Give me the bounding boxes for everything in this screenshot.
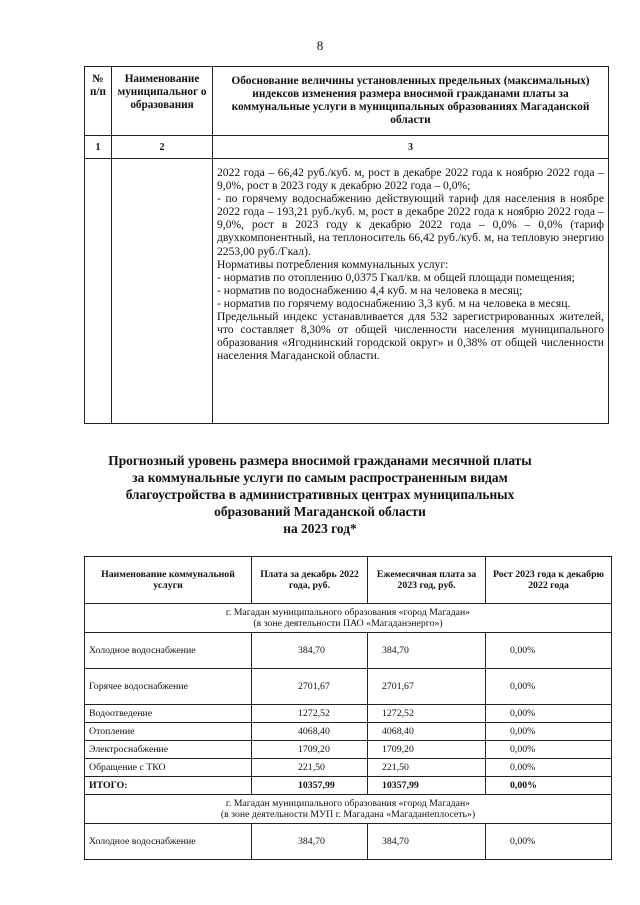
justification-paragraph: Предельный индекс устанавливается для 532 зарегистрированных жителей, что составляет 8,30% от общей численности населения муниципального образования «Ягоднинский городской округ» и 0,38% от общей численности населения Магаданской области. bbox=[217, 310, 604, 363]
december-fee: 1272,52 bbox=[252, 705, 368, 723]
header-number: № п/п bbox=[85, 67, 112, 136]
column-number: 1 bbox=[85, 136, 112, 159]
column-number: 2 bbox=[112, 136, 213, 159]
table-row bbox=[85, 824, 612, 860]
page-number: 8 bbox=[316, 38, 324, 53]
section-row-line: (в зоне деятельности МУП г. Магадана «Магаданteплосеть») bbox=[220, 809, 476, 820]
service-name: Водоотведение bbox=[85, 705, 252, 723]
table-row bbox=[85, 723, 612, 741]
justification-paragraph: - по горячему водоснабжению действующий тариф для населения в ноябре 2022 года – 193,21 руб./куб. м, рост в декабре 2022 года к ноябрю 2022 года – 9,0%, рост в 2023 году к декабрю 2022 года – 0,0% – 0,0% (тариф двухкомпонентный, на теплоноситель 66,42 руб./куб. м, на тепловую энергию 2253,00 руб./Гкал). bbox=[217, 192, 604, 258]
section-title-line: на 2023 год* bbox=[283, 521, 357, 536]
growth-value: 0,00% bbox=[486, 723, 612, 741]
header-monthly-fee: Ежемесячная плата за 2023 год, руб. bbox=[368, 557, 486, 604]
service-name: Горячее водоснабжение bbox=[85, 669, 252, 705]
section-row bbox=[85, 795, 612, 824]
monthly-fee: 384,70 bbox=[368, 633, 486, 669]
header-justification: Обоснование величины установленных предельных (максимальных) индексов изменения размера вносимой гражданами платы за коммунальные услуги в муниципальных образованиях Магаданской области bbox=[213, 67, 609, 136]
column-number-row bbox=[85, 136, 609, 159]
monthly-fee: 4068,40 bbox=[368, 723, 486, 741]
justification-table bbox=[84, 66, 609, 424]
justification-paragraph: - норматив по отоплению 0,0375 Гкал/кв. м общей площади помещения; bbox=[217, 270, 575, 284]
december-fee: 4068,40 bbox=[252, 723, 368, 741]
total-label: ИТОГО: bbox=[85, 777, 252, 795]
header-growth: Рост 2023 года к декабрю 2022 года bbox=[486, 557, 612, 604]
justification-paragraph: Нормативы потребления коммунальных услуг: bbox=[217, 257, 449, 271]
justification-paragraph: - норматив по горячему водоснабжению 3,3 куб. м на человека в месяц. bbox=[217, 296, 571, 310]
section-row-line: (в зоне деятельности ПАО «Магаданэнерго») bbox=[253, 618, 443, 629]
monthly-fee: 221,50 bbox=[368, 759, 486, 777]
growth-value: 0,00% bbox=[486, 824, 612, 860]
section-row-line: г. Магадан муниципального образования «город Магадан» bbox=[225, 798, 471, 809]
service-name: Холодное водоснабжение bbox=[85, 824, 252, 860]
justification-paragraph: 2022 года – 66,42 руб./куб. м, рост в декабре 2022 года к ноябрю 2022 года – 9,0%, рост в 2023 году к декабрю 2022 года – 0,0%; bbox=[217, 166, 604, 193]
december-fee: 221,50 bbox=[252, 759, 368, 777]
growth-value: 0,00% bbox=[486, 633, 612, 669]
growth-value: 0,00% bbox=[486, 705, 612, 723]
section-title-line: образований Магаданской области bbox=[214, 504, 426, 519]
december-fee: 384,70 bbox=[252, 824, 368, 860]
table-row bbox=[85, 741, 612, 759]
section-title-line: за коммунальные услуги по самым распространенным видам bbox=[132, 470, 508, 485]
section-title-line: Прогнозный уровень размера вносимой гражданами месячной платы bbox=[108, 453, 532, 468]
service-name: Электроснабжение bbox=[85, 741, 252, 759]
growth-value: 0,00% bbox=[486, 759, 612, 777]
monthly-fee: 1272,52 bbox=[368, 705, 486, 723]
growth-value: 0,00% bbox=[486, 669, 612, 705]
payment-table-header bbox=[85, 557, 612, 604]
total-growth: 0,00% bbox=[486, 777, 612, 795]
section-row-line: г. Магадан муниципального образования «город Магадан» bbox=[225, 607, 471, 618]
column-number: 3 bbox=[213, 136, 609, 159]
monthly-fee: 384,70 bbox=[368, 824, 486, 860]
table-row bbox=[85, 633, 612, 669]
monthly-fee: 1709,20 bbox=[368, 741, 486, 759]
justification-table-header bbox=[85, 67, 609, 136]
service-name: Холодное водоснабжение bbox=[85, 633, 252, 669]
table-row bbox=[85, 759, 612, 777]
header-december-fee: Плата за декабрь 2022 года, руб. bbox=[252, 557, 368, 604]
header-service: Наименование коммунальной услуги bbox=[85, 557, 252, 604]
section-row bbox=[85, 604, 612, 633]
december-fee: 384,70 bbox=[252, 633, 368, 669]
december-fee: 1709,20 bbox=[252, 741, 368, 759]
section-title bbox=[88, 452, 552, 537]
payment-table bbox=[84, 556, 612, 860]
table-row bbox=[85, 669, 612, 705]
total-monthly-fee: 10357,99 bbox=[368, 777, 486, 795]
service-name: Отопление bbox=[85, 723, 252, 741]
total-row bbox=[85, 777, 612, 795]
total-december-fee: 10357,99 bbox=[252, 777, 368, 795]
december-fee: 2701,67 bbox=[252, 669, 368, 705]
justification-body-row bbox=[85, 159, 609, 424]
justification-text bbox=[213, 159, 609, 424]
section-title-line: благоустройства в административных центрах муниципальных bbox=[125, 487, 515, 502]
growth-value: 0,00% bbox=[486, 741, 612, 759]
table-row bbox=[85, 705, 612, 723]
monthly-fee: 2701,67 bbox=[368, 669, 486, 705]
header-municipality: Наименование муниципальног о образования bbox=[112, 67, 213, 136]
service-name: Обращение с ТКО bbox=[85, 759, 252, 777]
justification-paragraph: - норматив по водоснабжению 4,4 куб. м на человека в месяц; bbox=[217, 283, 523, 297]
